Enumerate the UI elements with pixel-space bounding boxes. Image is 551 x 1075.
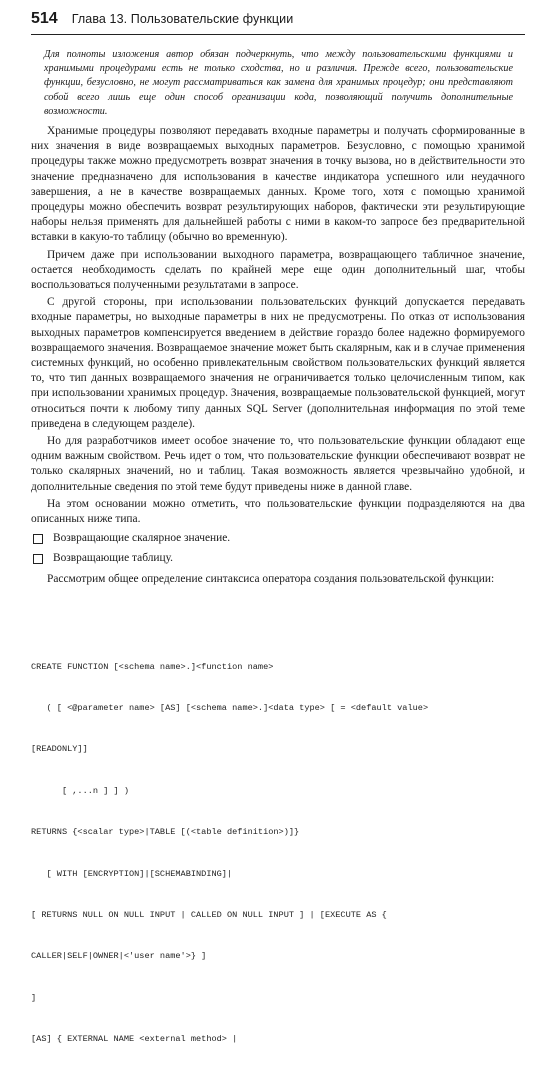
code-listing <box>31 633 525 1075</box>
list-item <box>31 531 525 546</box>
page-header <box>31 10 525 32</box>
code-line: ( [ <@parameter name> [AS] [<schema name>.]<data type> [ = <default value> <box>31 702 429 713</box>
bullet-list <box>31 531 525 566</box>
paragraph: На этом основании можно отметить, что пользовательские функции подразделяются на два описанных ниже типа. <box>31 497 525 526</box>
body-text <box>31 124 525 589</box>
note-block: Для полноты изложения автор обязан подчеркнуть, что между пользовательскими функциями и хранимыми процедурами есть не только сходства, но и различия. Прежде всего, пользовательские функции, безусловно, не могут рассматриваться как замена для хранимых процедур; они представляют собой всего лишь еще один способ организации кода, позволяющий получить дополнительные возможности. <box>44 49 513 117</box>
checkbox-bullet-icon <box>33 554 43 564</box>
list-item-text: Возвращающие скалярное значение. <box>53 532 231 545</box>
code-line: [READONLY]] <box>31 744 88 755</box>
checkbox-bullet-icon <box>33 534 43 544</box>
list-item <box>31 551 525 566</box>
paragraph: Но для разработчиков имеет особое значение то, что пользовательские функции обладают еще одним важным свойством. Речь идет о том, что пользовательские функции обеспечивают возврат не только скалярных значений, но и таблиц. Такая возможность является чрезвычайно удобной, и дополнительные сведения по этой теме будут приведены ниже в данной главе. <box>31 435 525 493</box>
paragraph: Причем даже при использовании выходного параметра, возвращающего табличное значение, остается необходимость сделать по крайней мере еще один дополнительный шаг, чтобы воспользоваться полученными результатами в запросе. <box>31 248 525 292</box>
code-line: [ WITH [ENCRYPTION]|[SCHEMABINDING]| <box>31 868 233 879</box>
code-line: [ ,...n ] ] ) <box>31 785 129 796</box>
paragraph: Хранимые процедуры позволяют передавать входные параметры и получать сформированные в них значения в виде возвращаемых выходных параметров. Безусловно, с помощью хранимой процедуры также можно предусмотреть возврат значения в точку вызова, но в действительности это значение предназначено для использования в качестве индикатора успешного или неудачного завершения, а не в качестве возвращаемых данных. Кроме того, хотя с помощью хранимой процедуры можно обеспечить возврат результирующих наборов, фактически эти результирующие наборы нельзя применять для дальнейшей работы с ними в каком-то запросе без предварительной вставки в какую-то таблицу (обычно во временную). <box>31 125 525 244</box>
paragraph: С другой стороны, при использовании пользовательских функций допускается передавать входные параметры, но выходные параметры в них не предусмотрены. По отказ от использования выходных параметров компенсируется введением в действие гораздо более надежно формируемого возвращаемого значения. Возвращаемое значение может быть скалярным, как и в случае применения системных функций, но особенно привлекательным свойством пользовательских функций является то, что тип данных возвращаемого значения не ограничивается только целочисленным типом, как при использовании хранимых процедур. Значения, возвращаемые пользовательской функцией, могут относиться почти к любому типу данных SQL Server (дополнительная информация по этой теме приведена в следующем разделе). <box>31 296 525 430</box>
page-number: 514 <box>31 10 58 27</box>
code-line: ] <box>31 992 37 1003</box>
code-line: CREATE FUNCTION [<schema name>.]<function name> <box>31 661 274 672</box>
list-item-text: Возвращающие таблицу. <box>53 552 173 565</box>
header-divider <box>31 34 525 35</box>
chapter-title: Глава 13. Пользовательские функции <box>71 12 294 26</box>
code-line: CALLER|SELF|OWNER|<'user name'>} ] <box>31 951 207 962</box>
code-line: RETURNS {<scalar type>|TABLE [(<table definition>)]} <box>31 827 300 838</box>
code-line: [ RETURNS NULL ON NULL INPUT | CALLED ON NULL INPUT ] | [EXECUTE AS { <box>31 909 387 920</box>
code-line: [AS] { EXTERNAL NAME <external method> | <box>31 1034 238 1045</box>
paragraph: Рассмотрим общее определение синтаксиса оператора создания пользовательской функции: <box>47 572 495 585</box>
